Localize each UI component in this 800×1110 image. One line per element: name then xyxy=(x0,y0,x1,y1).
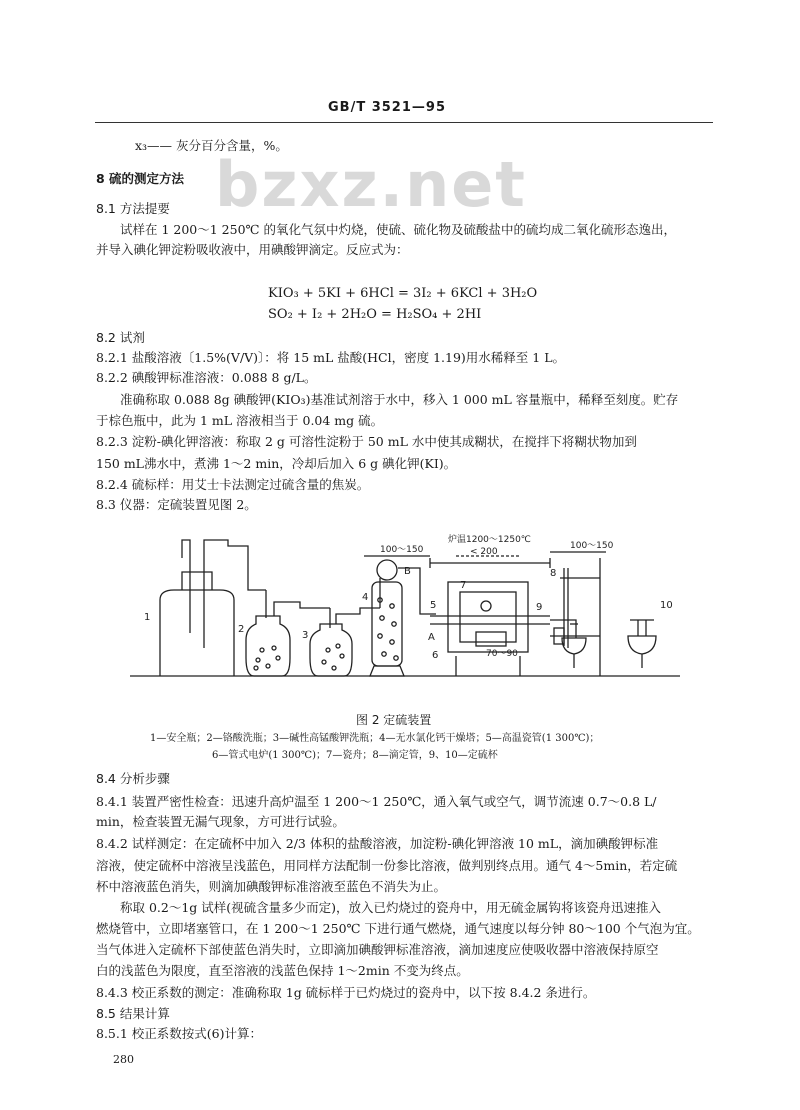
clause-8-4-1-line1: 8.4.1 装置严密性检查：迅速升高炉温至 1 200～1 250℃，通入氧气或空气，调节流速 0.7～0.8 L/ xyxy=(96,794,657,809)
paragraph-8-2-2-line1: 准确称取 0.088 8g 碘酸钾(KIO₃)基准试剂溶于水中，移入 1 000 mL 容量瓶中，稀释至刻度。贮存 xyxy=(120,392,679,407)
variable-note: x₃—— 灰分百分含量，%。 xyxy=(135,138,288,153)
tube-furnace xyxy=(364,552,606,676)
clause-8-4-2-line2: 溶液，使定硫杯中溶液呈浅蓝色，用同样方法配制一份参比溶液，做判别终点用。通气 4～5min，若定硫 xyxy=(96,858,678,873)
section-8-5-title: 8.5 结果计算 xyxy=(96,1006,170,1021)
dimension-200: < 200 xyxy=(470,547,498,557)
paragraph-8-4-2-line4: 白的浅蓝色为限度，直至溶液的浅蓝色保持 1～2min 不变为终点。 xyxy=(96,963,469,978)
burette-stand xyxy=(550,558,600,676)
clause-8-2-4: 8.2.4 硫标样：用艾士卡法测定过硫含量的焦炭。 xyxy=(96,477,370,492)
drying-tower xyxy=(370,560,439,676)
equation-2: SO₂ + I₂ + 2H₂O = H₂SO₄ + 2HI xyxy=(268,307,482,322)
dimension-right: 100～150 xyxy=(570,541,614,551)
paragraph-8-1-line1: 试样在 1 200～1 250℃ 的氧化气氛中灼烧，使硫、硫化物及硫酸盐中的硫均成二氧化硫形态逸出， xyxy=(120,222,677,237)
label-1: 1 xyxy=(144,612,151,623)
label-9: 9 xyxy=(536,602,543,613)
paragraph-8-4-2-line2: 燃烧管中，立即堵塞管口，在 1 200～1 250℃ 下进行通气燃烧，通气速度以每分钟 80～100 个气泡为宜。 xyxy=(96,921,700,936)
sulfur-absorption-cup-10 xyxy=(628,620,656,668)
label-5: 5 xyxy=(430,600,437,611)
label-4: 4 xyxy=(362,592,369,603)
permanganate-wash-bottle xyxy=(310,608,380,676)
label-B: B xyxy=(404,566,411,577)
figure-2-apparatus xyxy=(130,528,690,708)
watermark: bzxz.net xyxy=(215,148,527,221)
clause-8-3: 8.3 仪器：定硫装置见图 2。 xyxy=(96,497,257,512)
clause-8-5-1: 8.5.1 校正系数按式(6)计算： xyxy=(96,1026,262,1041)
label-7: 7 xyxy=(460,580,467,591)
label-3: 3 xyxy=(302,630,309,641)
section-8-title: 8 硫的测定方法 xyxy=(96,171,185,186)
paragraph-8-4-2-line3: 当气体进入定硫杯下部使蓝色消失时，立即滴加碘酸钾标准溶液，滴加速度应使吸收器中溶液保持原空 xyxy=(96,942,659,957)
label-10: 10 xyxy=(660,600,673,611)
paragraph-8-1-line2: 并导入碘化钾淀粉吸收液中，用碘酸钾滴定。反应式为： xyxy=(96,242,409,257)
label-A: A xyxy=(428,632,435,643)
label-6: 6 xyxy=(432,650,439,661)
paragraph-8-2-2-line2: 于棕色瓶中，此为 1 mL 溶液相当于 0.04 mg 硫。 xyxy=(96,413,384,428)
label-8: 8 xyxy=(550,568,557,579)
clause-8-4-1-line2: min，检查装置无漏气现象，方可进行试验。 xyxy=(96,814,345,829)
section-8-4-title: 8.4 分析步骤 xyxy=(96,771,170,786)
equation-1: KIO₃ + 5KI + 6HCl = 3I₂ + 6KCl + 3H₂O xyxy=(268,286,538,301)
sulfur-absorption-cup-9 xyxy=(562,624,586,668)
figure-caption: 图 2 定硫装置 xyxy=(356,713,432,727)
figure-legend-line1: 1—安全瓶；2—铬酸洗瓶；3—碱性高锰酸钾洗瓶；4—无水氯化钙干燥塔；5—高温瓷管(1 300℃)； xyxy=(150,733,600,744)
figure-legend-line2: 6—管式电炉(1 300℃)；7—瓷舟；8—滴定管，9、10—定硫杯 xyxy=(212,750,498,761)
clause-8-2-3-line2: 150 mL沸水中，煮沸 1～2 min，冷却后加入 6 g 碘化钾(KI)。 xyxy=(96,456,457,471)
clause-8-2-2: 8.2.2 碘酸钾标准溶液：0.088 8 g/L。 xyxy=(96,370,317,385)
page-number: 280 xyxy=(113,1053,134,1066)
chromic-acid-wash-bottle xyxy=(246,590,330,676)
header-rule xyxy=(95,122,713,123)
clause-8-4-2-line3: 杯中溶液蓝色消失，则滴加碘酸钾标准溶液至蓝色不消失为止。 xyxy=(96,879,447,894)
label-2: 2 xyxy=(238,624,245,635)
section-8-1-title: 8.1 方法提要 xyxy=(96,201,170,216)
dimension-70-90: 70～90 xyxy=(486,649,518,659)
safety-bottle xyxy=(160,540,266,676)
clause-8-2-3-line1: 8.2.3 淀粉-碘化钾溶液：称取 2 g 可溶性淀粉于 50 mL 水中使其成糊状，在搅拌下将糊状物加到 xyxy=(96,434,637,449)
clause-8-4-3: 8.4.3 校正系数的测定：准确称取 1g 硫标样于已灼烧过的瓷舟中，以下按 8.4.2 条进行。 xyxy=(96,985,596,1000)
paragraph-8-4-2-line1: 称取 0.2～1g 试样(视硫含量多少而定)，放入已灼烧过的瓷舟中，用无硫金属钩将该瓷舟迅速推入 xyxy=(120,900,662,915)
clause-8-2-1: 8.2.1 盐酸溶液〔1.5%(V/V)〕：将 15 mL 盐酸(HCl，密度 1.19)用水稀释至 1 L。 xyxy=(96,350,566,365)
standard-number: GB/T 3521—95 xyxy=(328,100,446,115)
dimension-left: 100～150 xyxy=(380,545,424,555)
furnace-temp-label: 炉温1200～1250℃ xyxy=(448,535,531,545)
clause-8-4-2-line1: 8.4.2 试样测定：在定硫杯中加入 2/3 体积的盐酸溶液，加淀粉-碘化钾溶液 10 mL，滴加碘酸钾标准 xyxy=(96,836,659,851)
section-8-2-title: 8.2 试剂 xyxy=(96,330,145,345)
